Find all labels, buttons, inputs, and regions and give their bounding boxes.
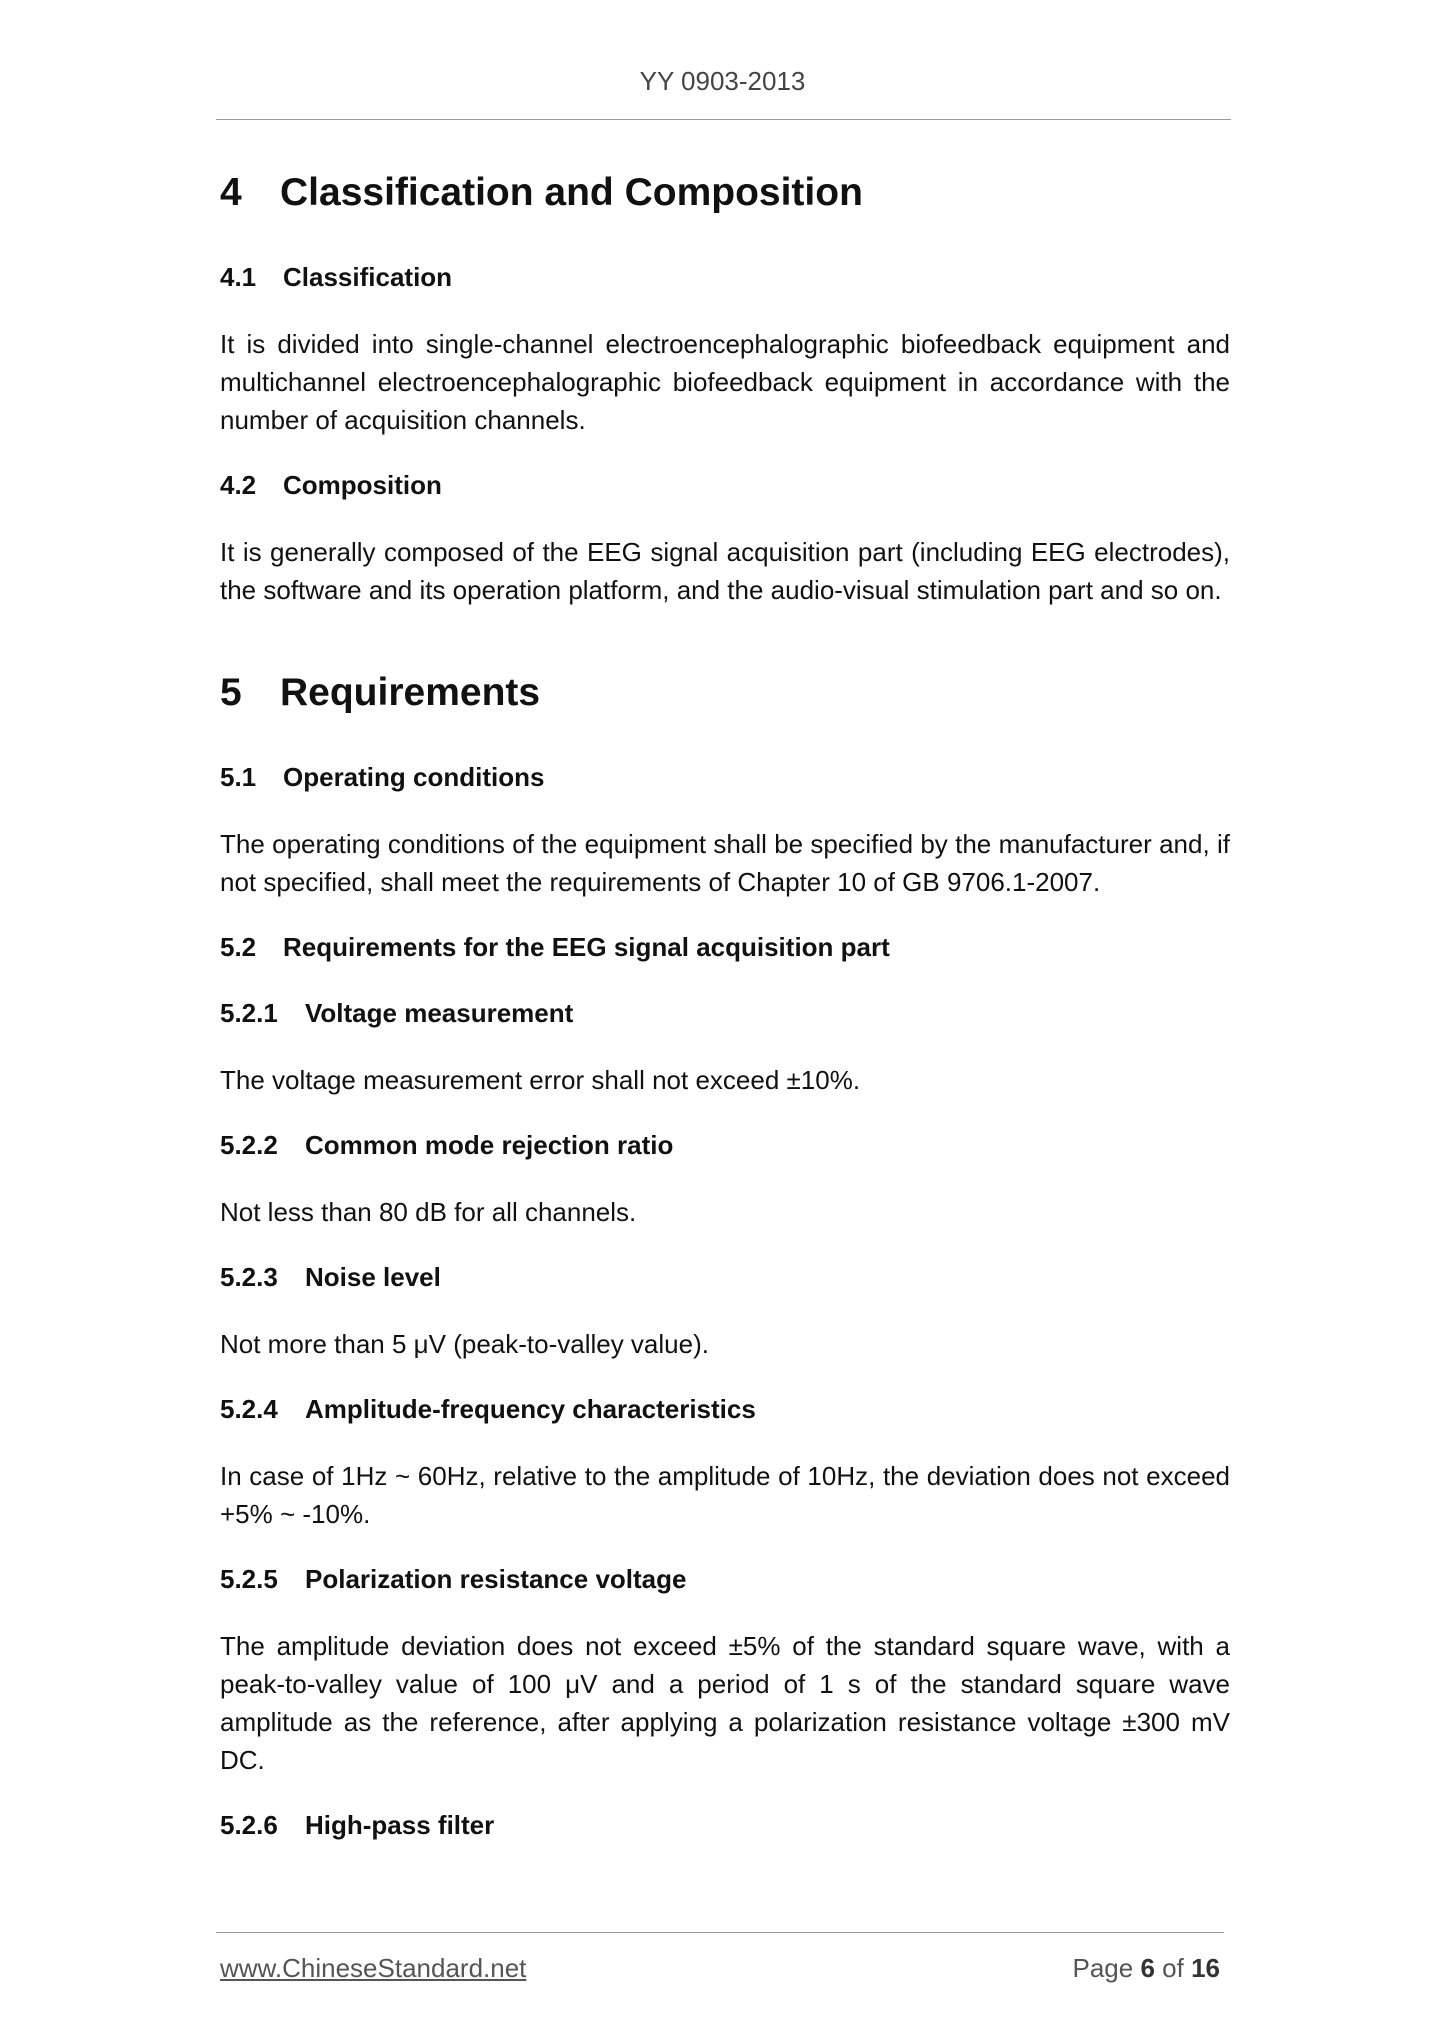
section-title: Noise level — [305, 1262, 441, 1292]
section-5-2-3-heading — [220, 1257, 1230, 1297]
section-title: Requirements — [280, 671, 541, 714]
header-standard-code: YY 0903-2013 — [639, 66, 806, 96]
section-4-heading — [220, 165, 1230, 221]
section-5-2-2-text: Not less than 80 dB for all channels. — [220, 1197, 637, 1227]
section-title: High-pass filter — [305, 1810, 495, 1840]
section-number: 5.2.2 — [220, 1130, 278, 1160]
section-number: 4.2 — [220, 470, 257, 500]
section-5-heading — [220, 665, 1230, 721]
section-5-1-heading — [220, 757, 1230, 797]
section-title: Composition — [283, 470, 442, 500]
page-prefix: Page — [1072, 1953, 1134, 1983]
page-total: 16 — [1191, 1953, 1220, 1983]
section-title: Requirements for the EEG signal acquisition part — [283, 932, 890, 962]
website-link[interactable]: www.ChineseStandard.net — [220, 1953, 527, 1983]
section-5-1-text: The operating conditions of the equipment shall be specified by the manufacturer and, if not specified, shall meet the requirements of Chapter 10 of GB 9706.1-2007. — [220, 829, 1230, 897]
section-number: 5.2.5 — [220, 1564, 278, 1594]
footer-divider — [216, 1932, 1224, 1933]
section-5-2-5-heading — [220, 1559, 1230, 1599]
header-divider — [216, 119, 1231, 120]
section-5-2-2-heading — [220, 1125, 1230, 1165]
section-5-2-4-text: In case of 1Hz ~ 60Hz, relative to the amplitude of 10Hz, the deviation does not exceed +5% ~ -10%. — [220, 1461, 1230, 1529]
section-title: Common mode rejection ratio — [305, 1130, 674, 1160]
section-title: Amplitude-frequency characteristics — [305, 1394, 756, 1424]
document-body — [220, 165, 1230, 1845]
page-current: 6 — [1140, 1953, 1155, 1983]
page-indicator — [1072, 1953, 1220, 1984]
section-title: Voltage measurement — [305, 998, 574, 1028]
section-5-2-1-heading — [220, 993, 1230, 1033]
section-number: 5.2.3 — [220, 1262, 278, 1292]
section-4-1-text: It is divided into single-channel electroencephalographic biofeedback equipment and multichannel electroencephalographic biofeedback equipment in accordance with the number of acquisition channels. — [220, 329, 1230, 435]
section-number: 4.1 — [220, 262, 257, 292]
section-4-2-heading — [220, 465, 1230, 505]
section-5-2-heading — [220, 927, 1230, 967]
section-5-2-3-text: Not more than 5 μV (peak-to-valley value). — [220, 1329, 709, 1359]
section-number: 5.2.1 — [220, 998, 278, 1028]
section-number: 4 — [220, 171, 242, 214]
section-5-2-4-heading — [220, 1389, 1230, 1429]
section-number: 5.2.6 — [220, 1810, 278, 1840]
section-4-2-text: It is generally composed of the EEG signal acquisition part (including EEG electrodes), the software and its operation platform, and the audio-visual stimulation part and so on. — [220, 537, 1230, 605]
page-of: of — [1162, 1953, 1184, 1983]
section-title: Classification and Composition — [280, 171, 863, 214]
section-4-1-heading — [220, 257, 1230, 297]
section-number: 5.2 — [220, 932, 257, 962]
section-5-2-5-text: The amplitude deviation does not exceed ±5% of the standard square wave, with a peak-to-valley value of 100 μV and a period of 1 s of the standard square wave amplitude as the reference, after applying a polarization resistance voltage ±300 mV DC. — [220, 1631, 1230, 1775]
section-5-2-6-heading — [220, 1805, 1230, 1845]
section-title: Classification — [283, 262, 453, 292]
section-number: 5.2.4 — [220, 1394, 278, 1424]
section-5-2-1-text: The voltage measurement error shall not exceed ±10%. — [220, 1065, 861, 1095]
section-title: Operating conditions — [283, 762, 545, 792]
section-number: 5.1 — [220, 762, 257, 792]
section-title: Polarization resistance voltage — [305, 1564, 687, 1594]
section-number: 5 — [220, 671, 242, 714]
